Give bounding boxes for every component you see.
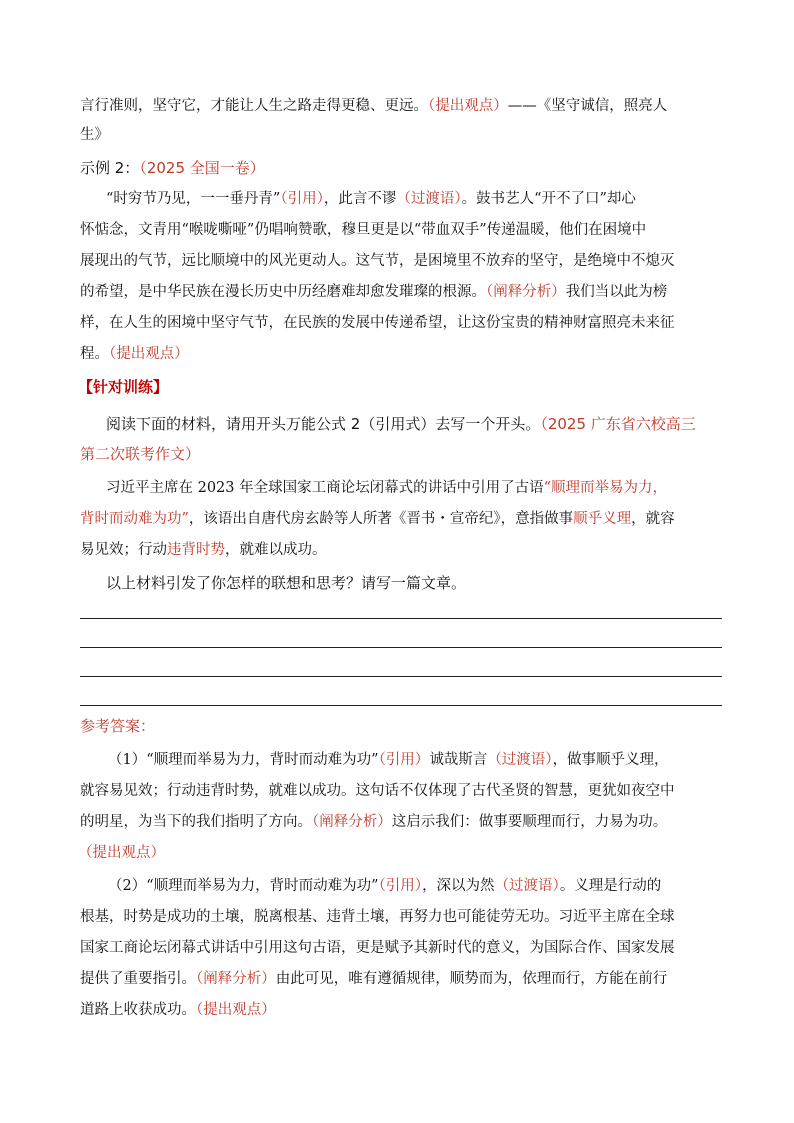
training-instruction-1: 阅读下面的材料，请用开头万能公式 2（引用式）去写一个开头。（2025 广东省六校高三 [106,415,696,433]
intro-line-1: 言行准则，坚守它，才能让人生之路走得更稳、更远。（提出观点）——《坚守诚信，照亮人 [80,98,668,114]
training-instruction-2: 第二次联考作文） [80,445,201,463]
answer-1-line-3: 的明星，为当下的我们指明了方向。（阐释分析）这启示我们：做事要顺理而行，力易为功。 [80,814,668,830]
answer-1-line-4: （提出观点） [78,845,165,861]
example-2-line-5: 样，在人生的困境中坚守气节，在民族的发展中传递希望，让这份宝贵的精神财富照亮未来征 [80,315,675,331]
example-2-line-4: 的希望，是中华民族在漫长历史中历经磨难却愈发璀璨的根源。（阐释分析）我们当以此为榜 [80,284,668,300]
material-line-3: 易见效；行动违背时势，就难以成功。 [80,542,327,558]
answer-line-3[interactable] [80,676,722,677]
example-2-heading: 示例 2：（2025 全国一卷） [80,159,265,177]
answer-line-4[interactable] [80,705,722,706]
material-line-2: 背时而动难为功”，该语出自唐代房玄龄等人所著《晋书・宣帝纪》，意指做事顺乎义理，就容 [80,511,675,527]
answer-1-line-2: 就容易见效；行动违背时势，就难以成功。这句话不仅体现了古代圣贤的智慧，更犹如夜空中 [80,783,675,799]
reference-answer-label: 参考答案： [80,717,156,735]
answer-line-1[interactable] [80,618,722,619]
answer-2-line-2: 根基，时势是成功的土壤，脱离根基、违背土壤，再努力也可能徒劳无功。习近平主席在全球 [80,909,675,925]
answer-2-line-5: 道路上收获成功。（提出观点） [80,1002,276,1018]
example-2-line-3: 展现出的气节，远比顺境中的风光更动人。这气节，是困境里不放弃的坚守，是绝境中不熄灭 [80,253,675,269]
answer-2-line-4: 提供了重要指引。（阐释分析）由此可见，唯有遵循规律，顺势而为，依理而行，方能在前行 [80,971,668,987]
training-heading: 【针对训练】 [78,378,169,396]
answer-2-line-3: 国家工商论坛闭幕式讲话中引用这句古语，更是赋予其新时代的意义，为国际合作、国家发展 [80,940,675,956]
answer-2-line-1: （2）“顺理而举易为力，背时而动难为功”（引用），深以为然（过渡语）。义理是行动的 [108,878,662,894]
intro-line-2: 生》 [80,127,109,143]
writing-prompt: 以上材料引发了你怎样的联想和思考？请写一篇文章。 [106,574,467,592]
answer-line-2[interactable] [80,647,722,648]
answer-1-line-1: （1）“顺理而举易为力，背时而动难为功”（引用）诚哉斯言（过渡语），做事顺乎义理， [108,752,669,768]
example-2-line-6: 程。（提出观点） [80,346,189,362]
example-2-line-1: “时穷节乃见，一一垂丹青”（引用），此言不谬（过渡语）。鼓书艺人“开不了口”却心 [106,191,636,207]
material-line-1: 习近平主席在 2023 年全球国家工商论坛闭幕式的讲话中引用了古语“顺理而举易为力， [106,480,668,496]
example-2-line-2: 怀惦念，文青用“喉咙嘶哑”仍唱响赞歌，穆旦更是以“带血双手”传递温暖，他们在困境中 [80,222,647,238]
